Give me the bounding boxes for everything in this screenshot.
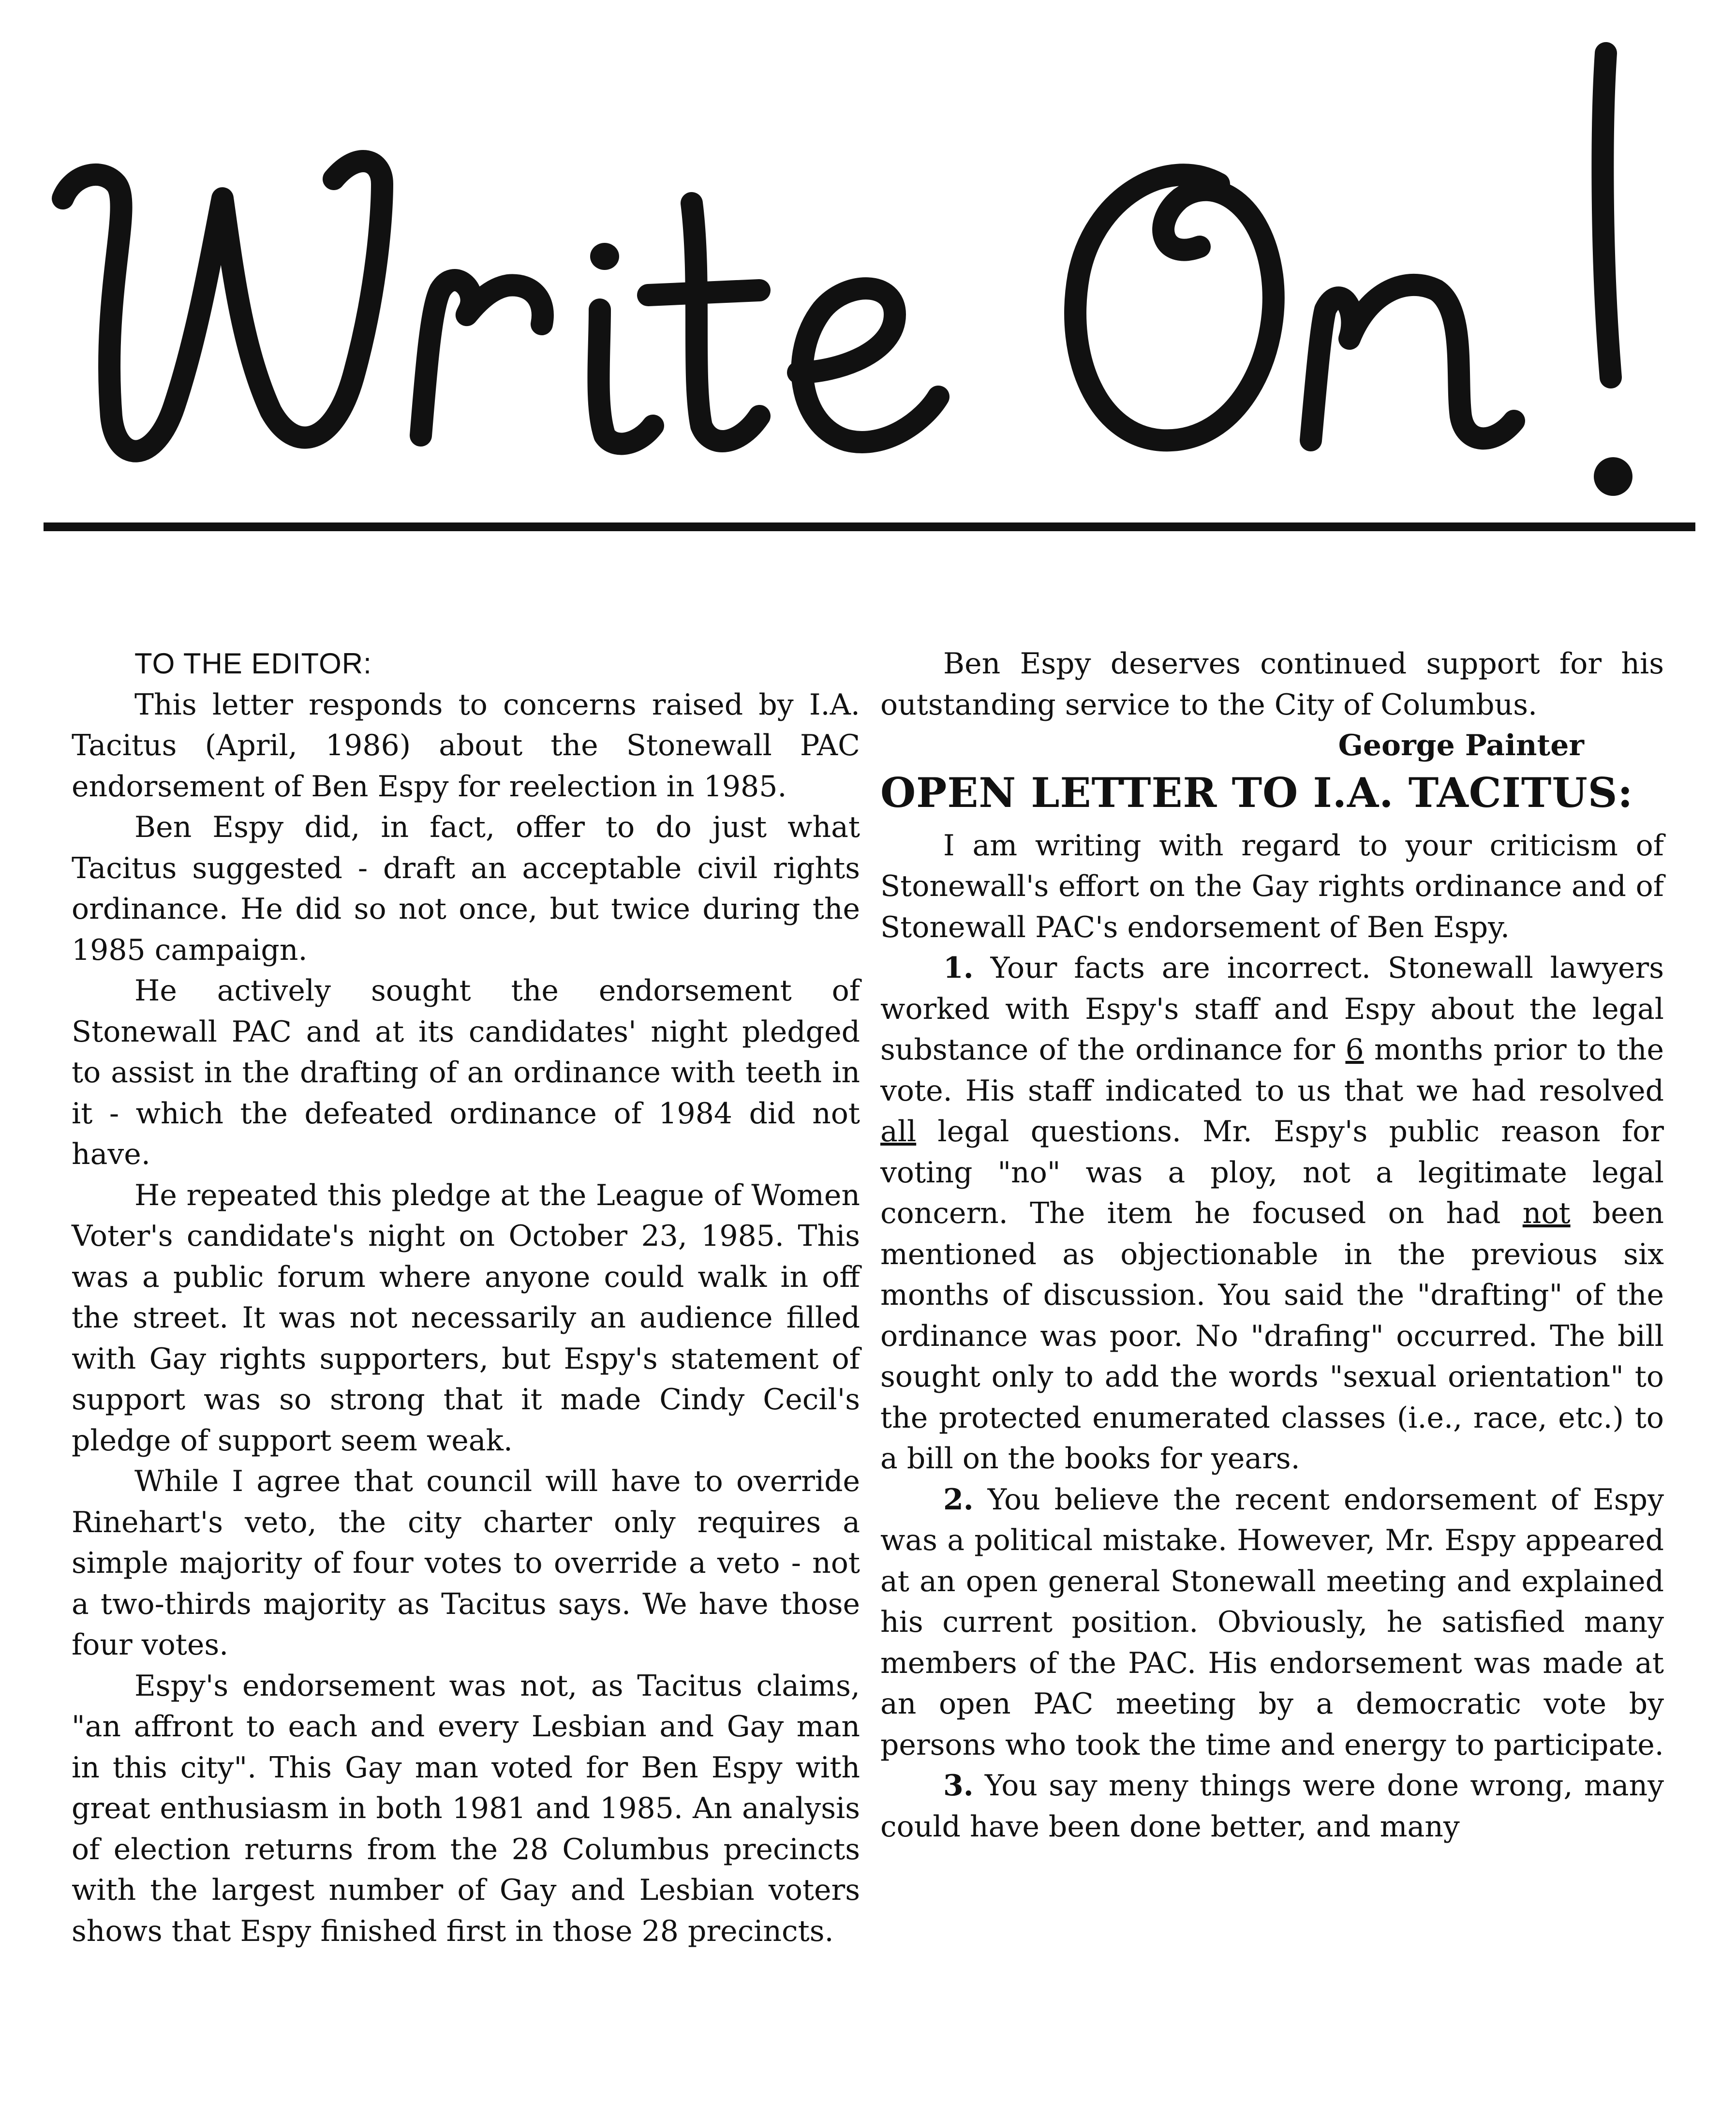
letter-paragraph: Espy's endorsement was not, as Tacitus claims, "an affront to each and every Lesbian and Gay man in this city". This Gay man voted for Ben Espy with great enthusiasm in both 1981 and 1985. An analysis of election returns from the 28 Columbus precincts with the largest number of Gay and Lesbian voters shows that Espy finished first in those 28 precincts. bbox=[72, 1669, 860, 1948]
point-text: been mentioned as objectionable in the previous six months of discussion. You said the "drafting" of the ordinance was poor. No "drafing" occurred. The bill sought only to add the words "sexual orientation" to the protected enumerated classes (i.e., race, etc.) to a bill on the books for years. bbox=[880, 1196, 1664, 1476]
point-number: 1. bbox=[943, 951, 974, 985]
point-number: 3. bbox=[943, 1769, 974, 1803]
letter-paragraph: This letter responds to concerns raised by I.A. Tacitus (April, 1986) about the Stonewall PAC endorsement of Ben Espy for reelection in 1985. bbox=[72, 687, 860, 804]
letter-signature: George Painter bbox=[1338, 729, 1584, 762]
point-number: 2. bbox=[943, 1482, 974, 1517]
letter-paragraph: He repeated this pledge at the League of Women Voter's candidate's night on October 23, 1985. This was a public forum where anyone could walk in off the street. It was not necessarily an audience filled with Gay rights supporters, but Espy's statement of support was so strong that it made Cindy Cecil's pledge of support seem weak. bbox=[72, 1178, 860, 1458]
open-letter-point-2 bbox=[880, 1479, 1664, 1766]
letter-paragraph: While I agree that council will have to override Rinehart's veto, the city charter only requires a simple majority of four votes to override a veto - not a two-thirds majority as Tacitus says. We have those four votes. bbox=[72, 1464, 860, 1662]
underlined-word: not bbox=[1522, 1196, 1571, 1230]
right-column bbox=[880, 643, 1664, 1847]
open-letter-heading: OPEN LETTER TO I.A. TACITUS: bbox=[880, 768, 1633, 817]
open-letter-intro: I am writing with regard to your criticism of Stonewall's effort on the Gay rights ordinance and of Stonewall PAC's endorsement of Ben Espy. bbox=[880, 828, 1664, 944]
masthead-logo bbox=[44, 39, 1698, 532]
letter-paragraph: Ben Espy did, in fact, offer to do just what Tacitus suggested - draft an acceptable civil rights ordinance. He did so not once, but twice during the 1985 campaign. bbox=[72, 810, 860, 967]
open-letter-point-3 bbox=[880, 1765, 1664, 1847]
letter-salutation: TO THE EDITOR: bbox=[134, 647, 372, 680]
point-text: You believe the recent endorsement of Espy was a political mistake. However, Mr. Espy appeared at an open general Stonewall meeting and explained his current position. Obviously, he satisfied many members of the PAC. His endorsement was made at an open PAC meeting by a democratic vote by persons who took the time and energy to participate. bbox=[880, 1482, 1664, 1762]
point-text: Your facts are incorrect. Stonewall lawyers worked with Espy's staff and Espy about the legal substance of the ordinance for bbox=[880, 951, 1664, 1067]
open-letter-point-1 bbox=[880, 948, 1664, 1479]
write-on-script-logo bbox=[44, 39, 1698, 532]
masthead-rule bbox=[44, 522, 1695, 531]
letter-paragraph: Ben Espy deserves continued support for his outstanding service to the City of Columbus. bbox=[880, 647, 1664, 722]
point-text: legal questions. Mr. Espy's public reason for voting "no" was a ploy, not a legitimate legal concern. The item he focused on had bbox=[880, 1115, 1664, 1230]
underlined-word: all bbox=[880, 1115, 917, 1148]
underlined-word: 6 bbox=[1345, 1033, 1364, 1067]
point-text: You say meny things were done wrong, many could have been done better, and many bbox=[880, 1769, 1664, 1844]
letter-paragraph: He actively sought the endorsement of Stonewall PAC and at its candidates' night pledged to assist in the drafting of an ordinance with teeth in it - which the defeated ordinance of 1984 did not have. bbox=[72, 974, 860, 1171]
left-column bbox=[72, 643, 860, 1952]
point-text: months prior to the vote. His staff indicated to us that we had resolved bbox=[880, 1033, 1664, 1108]
